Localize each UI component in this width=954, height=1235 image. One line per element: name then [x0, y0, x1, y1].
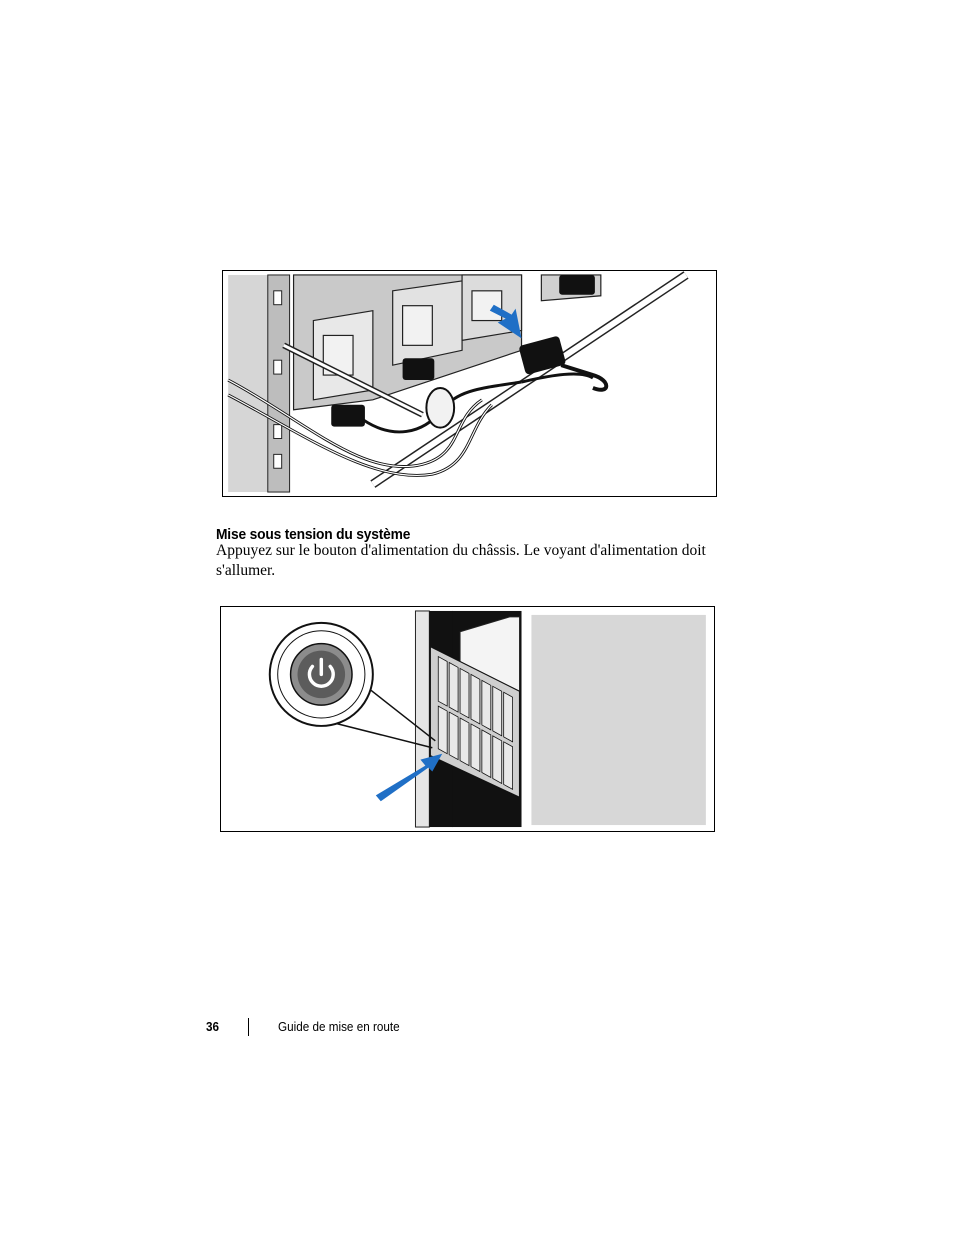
- section-heading: Mise sous tension du système: [216, 526, 411, 544]
- guide-title: Guide de mise en route: [278, 1019, 400, 1034]
- power-button-illustration: [220, 606, 715, 832]
- power-cable-illustration: [222, 270, 717, 497]
- footer-divider: [248, 1018, 249, 1036]
- instruction-paragraph: Appuyez sur le bouton d'alimentation du châssis. Le voyant d'alimentation doit s'allumer.: [216, 542, 706, 579]
- page-number: 36: [206, 1019, 220, 1034]
